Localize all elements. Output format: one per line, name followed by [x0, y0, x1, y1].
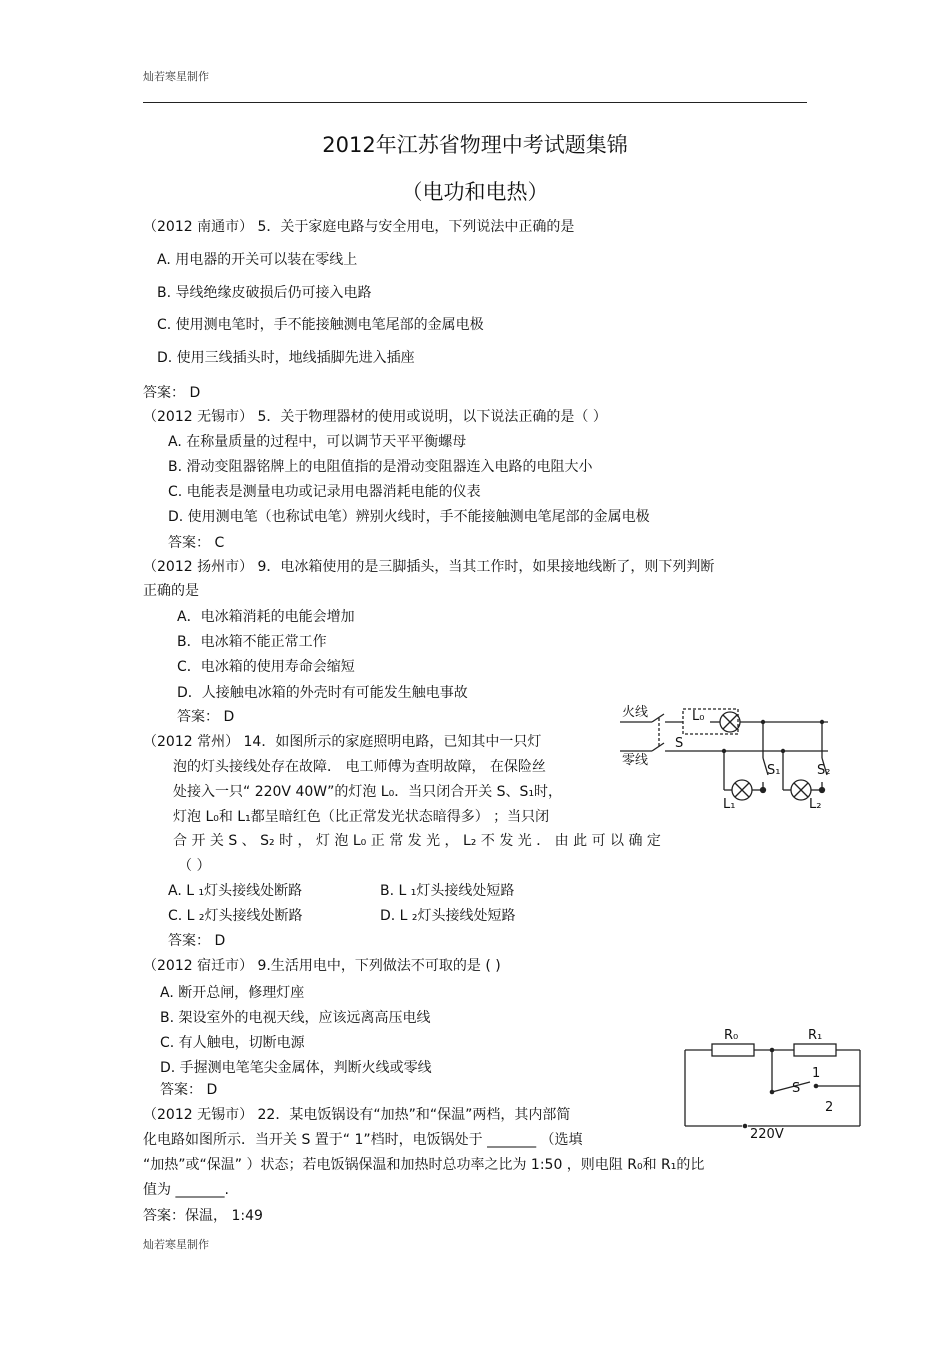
q4-option-a: A. L ₁灯头接线处断路 — [168, 883, 303, 899]
q5-stem: （2012 宿迁市） 9.生活用电中，下列做法不可取的是 ( ) — [143, 958, 501, 974]
page-subtitle: （电功和电热） — [401, 180, 549, 204]
q6-circuit-figure — [680, 1022, 865, 1140]
q1-option-d: D. 使用三线插头时，地线插脚先进入插座 — [157, 350, 415, 366]
q4-stem-line-5: 合 开 关 S 、 S₂ 时 ， 灯 泡 L₀ 正 常 发 光 ， L₂ 不 发 光 ． 由 此 可 以 确 定 — [173, 833, 661, 849]
q2-option-a: A. 在称量质量的过程中，可以调节天平平衡螺母 — [168, 434, 467, 450]
live-wire-label: 火线 — [622, 705, 649, 720]
switch-label: S — [792, 1081, 801, 1096]
q3-option-c: C．电冰箱的使用寿命会缩短 — [177, 659, 355, 675]
q5-option-d: D. 手握测电笔笔尖金属体，判断火线或零线 — [160, 1060, 432, 1076]
q1-answer: 答案： D — [143, 385, 201, 401]
s1-label: S₁ — [767, 763, 781, 778]
q1-option-b: B. 导线绝缘皮破损后仍可接入电路 — [157, 285, 372, 301]
header-brand: 灿若寒星制作 — [143, 70, 209, 83]
q6-answer: 答案：保温， 1:49 — [143, 1208, 263, 1224]
q3-answer: 答案： D — [177, 709, 235, 725]
main-switch-label: S — [675, 736, 684, 751]
s2-label: S₂ — [817, 763, 831, 778]
q4-stem-line-6: （ ） — [178, 858, 211, 874]
neutral-wire-label: 零线 — [622, 753, 649, 768]
q3-option-b: B．电冰箱不能正常工作 — [177, 634, 327, 650]
l2-label: L₂ — [809, 797, 822, 812]
q5-option-c: C. 有人触电，切断电源 — [160, 1035, 305, 1051]
position-1-label: 1 — [812, 1066, 821, 1081]
footer-brand: 灿若寒星制作 — [143, 1238, 209, 1251]
l0-label: L₀ — [692, 709, 705, 724]
q6-stem-line-4: 值为 _______. — [143, 1182, 229, 1198]
q4-option-b: B. L ₁灯头接线处短路 — [380, 883, 515, 899]
q4-stem-line-1: （2012 常州） 14．如图所示的家庭照明电路，已知其中一只灯 — [143, 734, 542, 750]
q2-answer: 答案： C — [168, 535, 225, 551]
q4-stem-line-2: 泡的灯头接线处存在故障． 电工师傅为查明故障， 在保险丝 — [173, 759, 546, 775]
q1-stem: （2012 南通市） 5．关于家庭电路与安全用电，下列说法中正确的是 — [143, 219, 575, 235]
page-title: 2012年江苏省物理中考试题集锦 — [322, 133, 628, 157]
q1-option-a: A. 用电器的开关可以装在零线上 — [157, 252, 358, 268]
r1-label: R₁ — [808, 1028, 823, 1043]
q3-option-a: A．电冰箱消耗的电能会增加 — [177, 609, 355, 625]
header-rule — [143, 102, 807, 103]
q6-stem-line-3: “加热”或“保温” ）状态；若电饭锅保温和加热时总功率之比为 1:50 ，则电阻 R₀和 R₁的比 — [143, 1157, 705, 1173]
q4-stem-line-3: 处接入一只“ 220V 40W”的灯泡 L₀．当只闭合开关 S、S₁时， — [173, 784, 563, 800]
r0-label: R₀ — [724, 1028, 739, 1043]
q4-circuit-figure — [616, 700, 836, 812]
q2-stem: （2012 无锡市） 5．关于物理器材的使用或说明，以下说法正确的是（ ） — [143, 409, 607, 425]
q4-option-d: D. L ₂灯头接线处短路 — [380, 908, 516, 924]
position-2-label: 2 — [825, 1100, 834, 1115]
q4-stem-line-4: 灯泡 L₀和 L₁都呈暗红色（比正常发光状态暗得多） ；当只闭 — [173, 809, 550, 825]
q2-option-b: B. 滑动变阻器铭牌上的电阻值指的是滑动变阻器连入电路的电阻大小 — [168, 459, 593, 475]
r1-resistor — [794, 1044, 836, 1056]
q1-option-c: C. 使用测电笔时，手不能接触测电笔尾部的金属电极 — [157, 317, 484, 333]
q6-stem-line-1: （2012 无锡市） 22．某电饭锅设有“加热”和“保温”两档，其内部简 — [143, 1107, 571, 1123]
q3-option-d: D．人接触电冰箱的外壳时有可能发生触电事故 — [177, 685, 468, 701]
q5-option-a: A. 断开总闸，修理灯座 — [160, 985, 305, 1001]
q4-answer: 答案： D — [168, 933, 226, 949]
voltage-label: 220V — [750, 1127, 784, 1140]
q5-option-b: B. 架设室外的电视天线，应该远离高压电线 — [160, 1010, 431, 1026]
q2-option-c: C. 电能表是测量电功或记录用电器消耗电能的仪表 — [168, 484, 481, 500]
q4-option-c: C. L ₂灯头接线处断路 — [168, 908, 303, 924]
q5-answer: 答案： D — [160, 1082, 218, 1098]
q3-stem-continued: 正确的是 — [143, 583, 199, 599]
q3-stem: （2012 扬州市） 9．电冰箱使用的是三脚插头，当其工作时，如果接地线断了，则下列判断 — [143, 559, 715, 575]
q6-stem-line-2: 化电路如图所示．当开关 S 置于“ 1”档时，电饭锅处于 _______ （选填 — [143, 1132, 583, 1148]
q2-option-d: D. 使用测电笔（也称试电笔）辨别火线时，手不能接触测电笔尾部的金属电极 — [168, 509, 650, 525]
r0-resistor — [712, 1044, 754, 1056]
l1-label: L₁ — [723, 797, 736, 812]
